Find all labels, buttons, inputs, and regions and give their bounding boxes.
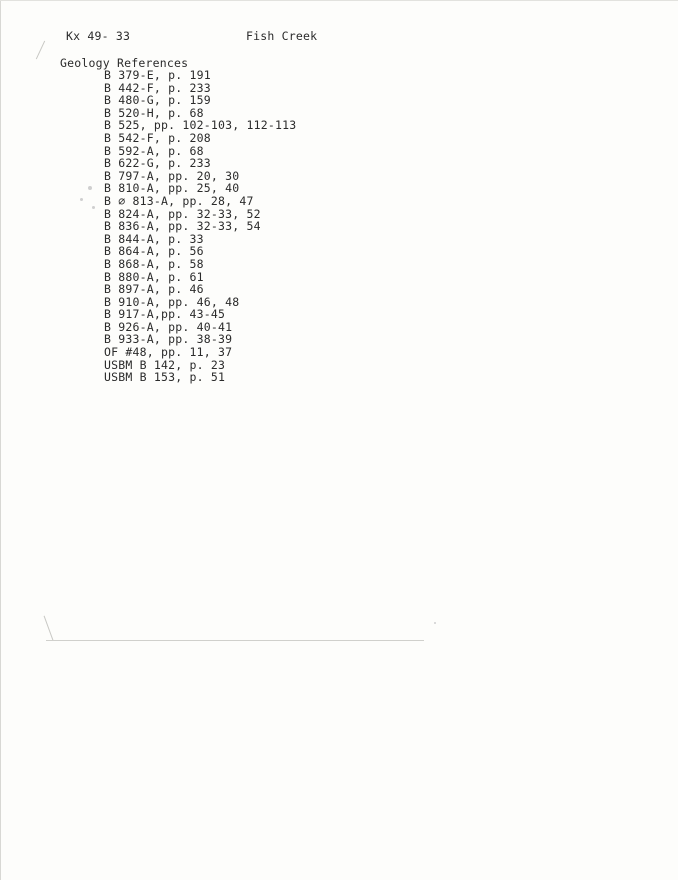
paper-crease-line: [46, 640, 424, 641]
reference-item: B 926-A, pp. 40-41: [104, 319, 233, 334]
reference-item: B 868-A, p. 58: [104, 256, 204, 271]
reference-item: USBM B 142, p. 23: [104, 357, 226, 372]
scan-speck: [88, 186, 92, 190]
reference-item: OF #48, pp. 11, 37: [104, 345, 233, 360]
reference-item: B 864-A, p. 56: [104, 244, 204, 259]
reference-item: B 442-F, p. 233: [104, 80, 211, 95]
reference-item: B 836-A, pp. 32-33, 54: [104, 219, 261, 234]
reference-item: B 824-A, pp. 32-33, 52: [104, 206, 261, 221]
reference-item: B 480-G, p. 159: [104, 93, 211, 108]
left-bracket-mark-lower: [44, 616, 54, 641]
page-left-edge: [0, 0, 1, 880]
scan-speck: [434, 622, 436, 624]
location-name: Fish Creek: [246, 29, 318, 43]
reference-item: B 542-F, p. 208: [104, 130, 211, 145]
left-bracket-mark: [36, 41, 45, 60]
reference-item: B 933-A, pp. 38-39: [104, 332, 233, 347]
section-title: Geology References: [60, 56, 189, 70]
reference-item: B 844-A, p. 33: [104, 231, 204, 246]
reference-item: USBM B 153, p. 51: [104, 370, 226, 385]
reference-item: B 917-A,pp. 43-45: [104, 307, 226, 322]
reference-item: B 910-A, pp. 46, 48: [104, 294, 240, 309]
reference-list: [104, 69, 296, 384]
scan-speck: [80, 198, 83, 201]
scan-speck: [92, 206, 95, 209]
reference-item: B 379-E, p. 191: [104, 68, 211, 82]
reference-item: B 880-A, p. 61: [104, 269, 204, 284]
reference-item: B 810-A, pp. 25, 40: [104, 181, 240, 196]
reference-item: B ∅ 813-A, pp. 28, 47: [104, 193, 254, 208]
reference-item: B 520-H, p. 68: [104, 105, 204, 120]
page-top-edge: [0, 0, 678, 1]
reference-item: B 897-A, p. 46: [104, 282, 204, 297]
reference-item: B 525, pp. 102-103, 112-113: [104, 118, 297, 133]
reference-item: B 622-G, p. 233: [104, 156, 211, 171]
reference-item: B 592-A, p. 68: [104, 143, 204, 158]
record-id: Kx 49- 33: [66, 29, 131, 43]
reference-item: B 797-A, pp. 20, 30: [104, 168, 240, 183]
